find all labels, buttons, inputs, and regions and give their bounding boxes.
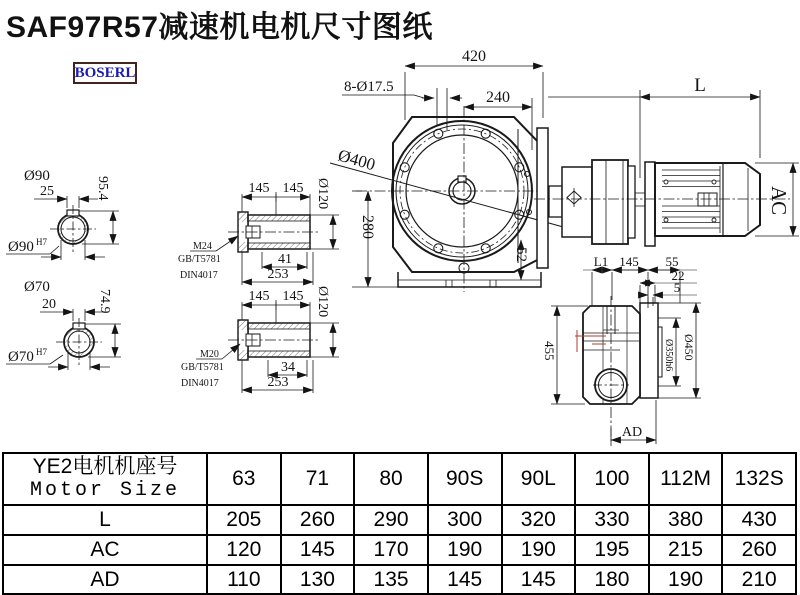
motor-size-table	[2, 452, 797, 595]
cell-AD-132s: 210	[722, 565, 796, 594]
front-view-drawing	[330, 106, 567, 292]
dim-52-label: 52	[513, 247, 529, 262]
cell-AC-90s: 190	[428, 535, 502, 565]
lower-bore-tol-label: H7	[36, 347, 47, 357]
table-header-row	[3, 453, 796, 505]
lower-sleeve-thread-label: M20	[200, 349, 219, 360]
col-90s: 90S	[428, 453, 502, 505]
lower-sleeve-din-label: DIN4017	[181, 378, 219, 389]
lower-bore-label: Ø70	[8, 349, 34, 365]
upper-key-height-label: 95.4	[95, 176, 110, 201]
upper-sleeve-gb-label: GB/T5781	[178, 254, 221, 265]
output-55-label: 55	[665, 254, 679, 269]
upper-key-width-label: 25	[40, 184, 54, 199]
output-5-label: 5	[673, 280, 681, 295]
cell-AC-112m: 215	[649, 535, 723, 565]
motor-assembly-drawing	[534, 128, 790, 268]
cell-L-132s: 430	[722, 505, 796, 535]
lower-sleeve-34-label: 34	[281, 360, 295, 375]
output-d350-label: Ø350h6	[663, 339, 674, 372]
cell-L-63: 205	[207, 505, 281, 535]
col-112m: 112M	[649, 453, 723, 505]
lower-sleeve-145a-label: 145	[248, 289, 270, 304]
upper-sleeve-41-label: 41	[278, 252, 292, 267]
upper-sleeve-145b-label: 145	[282, 181, 304, 196]
row-label-AD: AD	[3, 565, 207, 594]
col-71: 71	[281, 453, 355, 505]
table-row-AC	[3, 535, 796, 565]
page-title: SAF97R57减速机电机尺寸图纸	[6, 11, 433, 44]
cell-AD-71: 130	[281, 565, 355, 594]
col-63: 63	[207, 453, 281, 505]
lower-key-height-label: 74.9	[97, 289, 112, 314]
cell-AD-80: 135	[354, 565, 428, 594]
output-d450-label: Ø450	[682, 334, 696, 361]
cell-AD-63: 110	[207, 565, 281, 594]
cell-AD-90l: 145	[502, 565, 576, 594]
upper-sleeve-din-label: DIN4017	[180, 270, 218, 281]
lower-sleeve-gb-label: GB/T5781	[181, 362, 224, 373]
output-L1-label: L1	[593, 254, 609, 269]
upper-bore-label: Ø90	[8, 239, 34, 255]
cell-AC-63: 120	[207, 535, 281, 565]
dim-280-label: 280	[359, 215, 376, 239]
col-100: 100	[575, 453, 649, 505]
dim-L-label: L	[694, 75, 706, 96]
cell-AC-100: 195	[575, 535, 649, 565]
table-row-L	[3, 505, 796, 535]
cell-AD-112m: 190	[649, 565, 723, 594]
output-side-view	[575, 296, 662, 446]
lower-key-width-label: 20	[42, 297, 56, 312]
cell-AC-80: 170	[354, 535, 428, 565]
cell-L-80: 290	[354, 505, 428, 535]
lower-sleeve-253-label: 253	[267, 375, 289, 390]
dim-240-label: 240	[486, 89, 510, 106]
cell-L-90l: 320	[502, 505, 576, 535]
output-145-label: 145	[619, 254, 639, 269]
table-row-AD	[3, 565, 796, 594]
upper-sleeve-145a-label: 145	[248, 181, 270, 196]
cell-L-100: 330	[575, 505, 649, 535]
row-label-AC: AC	[3, 535, 207, 565]
boserl-logo: BOSERL	[73, 62, 137, 84]
upper-sleeve-thread-label: M24	[193, 241, 212, 252]
upper-bore-tol-label: H7	[36, 237, 47, 247]
dim-d400-label: Ø400	[335, 145, 378, 175]
cell-AC-90l: 190	[502, 535, 576, 565]
dim-AC-label: AC	[767, 186, 791, 216]
upper-sleeve-253-label: 253	[267, 267, 289, 282]
cell-L-112m: 380	[649, 505, 723, 535]
lower-sleeve-d120-label: Ø120	[315, 286, 330, 318]
upper-shaft-dia-label: Ø90	[24, 168, 50, 184]
header-en: Motor Size	[29, 479, 181, 502]
cell-AD-90s: 145	[428, 565, 502, 594]
dim-bolt-holes-label: 8-Ø17.5	[344, 79, 394, 95]
col-132s: 132S	[722, 453, 796, 505]
table-header-cell	[3, 453, 207, 505]
output-AD-label: AD	[621, 425, 643, 440]
lower-sleeve-145b-label: 145	[282, 289, 304, 304]
cell-L-71: 260	[281, 505, 355, 535]
cell-L-90s: 300	[428, 505, 502, 535]
cell-AC-71: 145	[281, 535, 355, 565]
dim-420-label: 420	[462, 48, 486, 65]
col-80: 80	[354, 453, 428, 505]
col-90l: 90L	[502, 453, 576, 505]
header-cn: YE2电机机座号	[32, 455, 178, 478]
upper-sleeve-d120-label: Ø120	[315, 178, 330, 210]
cell-AD-100: 180	[575, 565, 649, 594]
output-455-label: 455	[542, 341, 557, 361]
cell-AC-132s: 260	[722, 535, 796, 565]
output-22-label: 22	[671, 268, 685, 283]
lower-shaft-dia-label: Ø70	[24, 279, 50, 295]
row-label-L: L	[3, 505, 207, 535]
